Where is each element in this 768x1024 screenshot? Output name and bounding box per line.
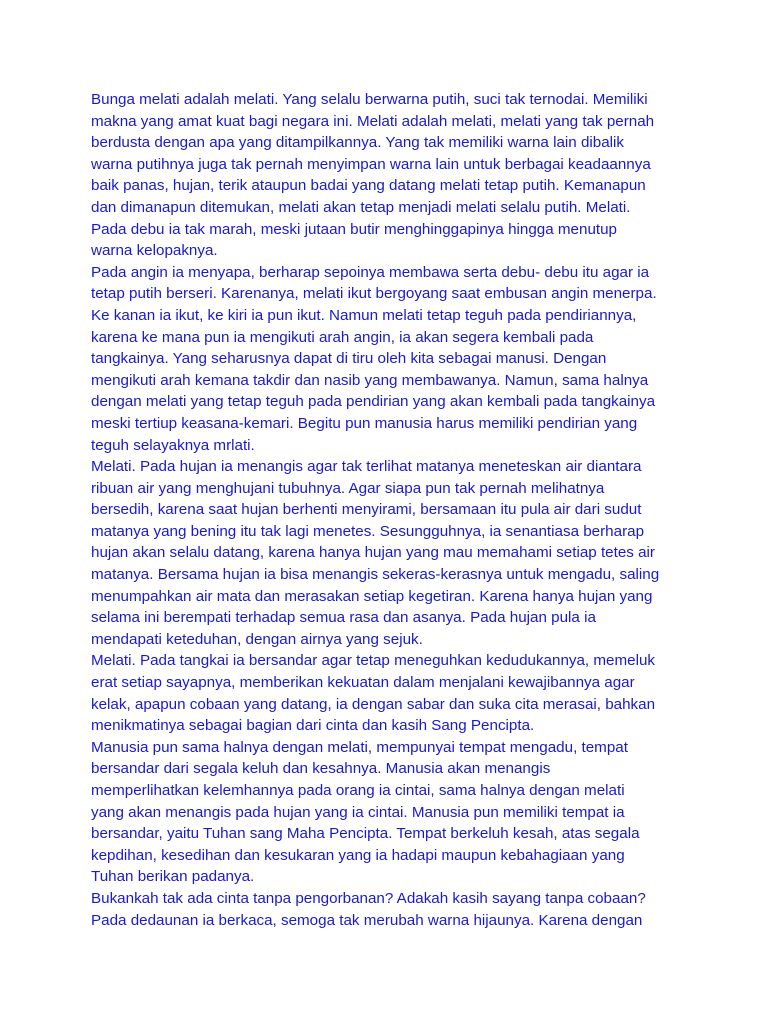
text-line: bersandar, yaitu Tuhan sang Maha Pencipta. Tempat berkeluh kesah, atas segala	[91, 825, 640, 843]
text-line: mengikuti arah kemana takdir dan nasib yang membawanya. Namun, sama halnya	[91, 371, 649, 389]
text-line: kelak, apapun cobaan yang datang, ia dengan sabar dan suka cita merasai, bahkan	[91, 695, 656, 713]
text-line: warna putihnya juga tak pernah menyimpan warna lain untuk berbagai keadaannya	[91, 155, 651, 173]
text-line: Melati. Pada hujan ia menangis agar tak terlihat matanya meneteskan air diantara	[91, 458, 642, 476]
text-line: dan dimanapun ditemukan, melati akan tetap menjadi melati selalu putih. Melati.	[91, 198, 631, 216]
text-line: Bunga melati adalah melati. Yang selalu berwarna putih, suci tak ternodai. Memiliki	[91, 91, 648, 108]
text-line: Pada debu ia tak marah, meski jutaan butir menghinggapinya hingga menutup	[91, 220, 618, 238]
text-line: menumpahkan air mata dan merasakan setiap kegetiran. Karena hanya hujan yang	[91, 587, 653, 605]
text-line: Ke kanan ia ikut, ke kiri ia pun ikut. Namun melati tetap teguh pada pendiriannya,	[91, 306, 637, 324]
text-line: Pada angin ia menyapa, berharap sepoinya membawa serta debu- debu itu agar ia	[91, 263, 650, 281]
text-line: Bukankah tak ada cinta tanpa pengorbanan? Adakah kasih sayang tanpa cobaan?	[91, 889, 646, 907]
text-line: Melati. Pada tangkai ia bersandar agar tetap meneguhkan kedudukannya, memeluk	[91, 652, 655, 670]
text-line: berdusta dengan apa yang ditampilkannya. Yang tak memiliki warna lain dibalik	[91, 134, 625, 152]
text-line: karena ke mana pun ia mengikuti arah angin, ia akan segera kembali pada	[91, 328, 594, 346]
text-line: hujan akan selalu datang, karena hanya hujan yang mau memahami setiap tetes air	[91, 544, 655, 562]
text-line: menikmatinya sebagai bagian dari cinta dan kasih Sang Pencipta.	[91, 717, 535, 735]
text-line: mendapati keteduhan, dengan airnya yang sejuk.	[91, 630, 423, 648]
text-line: warna kelopaknya.	[91, 242, 218, 260]
text-line: yang akan menangis pada hujan yang ia cintai. Manusia pun memiliki tempat ia	[91, 803, 625, 821]
text-line: tangkainya. Yang seharusnya dapat di tiru oleh kita sebagai manusi. Dengan	[91, 350, 607, 368]
text-line: erat setiap sayapnya, memberikan kekuatan dalam menjalani kewajibannya agar	[91, 674, 635, 692]
text-line: kepdihan, kesedihan dan kesukaran yang ia hadapi maupun kebahagiaan yang	[91, 846, 625, 864]
text-line: matanya. Bersama hujan ia bisa menangis sekeras-kerasnya untuk mengadu, saling	[91, 566, 660, 584]
text-line: dengan melati yang tetap teguh pada pendirian yang akan kembali pada tangkainya	[91, 393, 656, 411]
text-line: makna yang amat kuat bagi negara ini. Melati adalah melati, melati yang tak pernah	[91, 112, 655, 130]
text-line: teguh selayaknya mrlati.	[91, 436, 255, 454]
text-line: Manusia pun sama halnya dengan melati, mempunyai tempat mengadu, tempat	[91, 738, 628, 756]
text-line: Tuhan berikan padanya.	[91, 868, 255, 886]
text-line: tetap putih berseri. Karenanya, melati ikut bergoyang saat embusan angin menerpa.	[91, 285, 657, 303]
text-line: baik panas, hujan, terik ataupun badai yang datang melati tetap putih. Kemanapun	[91, 177, 646, 195]
text-line: bersandar dari segala keluh dan kesahnya. Manusia akan menangis	[91, 760, 551, 778]
text-line: ribuan air yang menghujani tubuhnya. Agar siapa pun tak pernah melihatnya	[91, 479, 605, 497]
text-line: bersedih, karena saat hujan berhenti menyirami, bersamaan itu pula air dari sudut	[91, 501, 642, 519]
document-body-text	[91, 89, 681, 931]
text-line: memperlihatkan kelemhannya pada orang ia cintai, sama halnya dengan melati	[91, 782, 625, 799]
text-line: Pada dedaunan ia berkaca, semoga tak merubah warna hijaunya. Karena dengan	[91, 911, 643, 929]
text-line: matanya yang bening itu tak lagi menetes. Sesungguhnya, ia senantiasa berharap	[91, 522, 645, 540]
text-line: meski tertiup keasana-kemari. Begitu pun manusia harus memiliki pendirian yang	[91, 414, 638, 432]
text-line: selama ini berempati terhadap semua rasa dan asanya. Pada hujan pula ia	[91, 609, 596, 627]
